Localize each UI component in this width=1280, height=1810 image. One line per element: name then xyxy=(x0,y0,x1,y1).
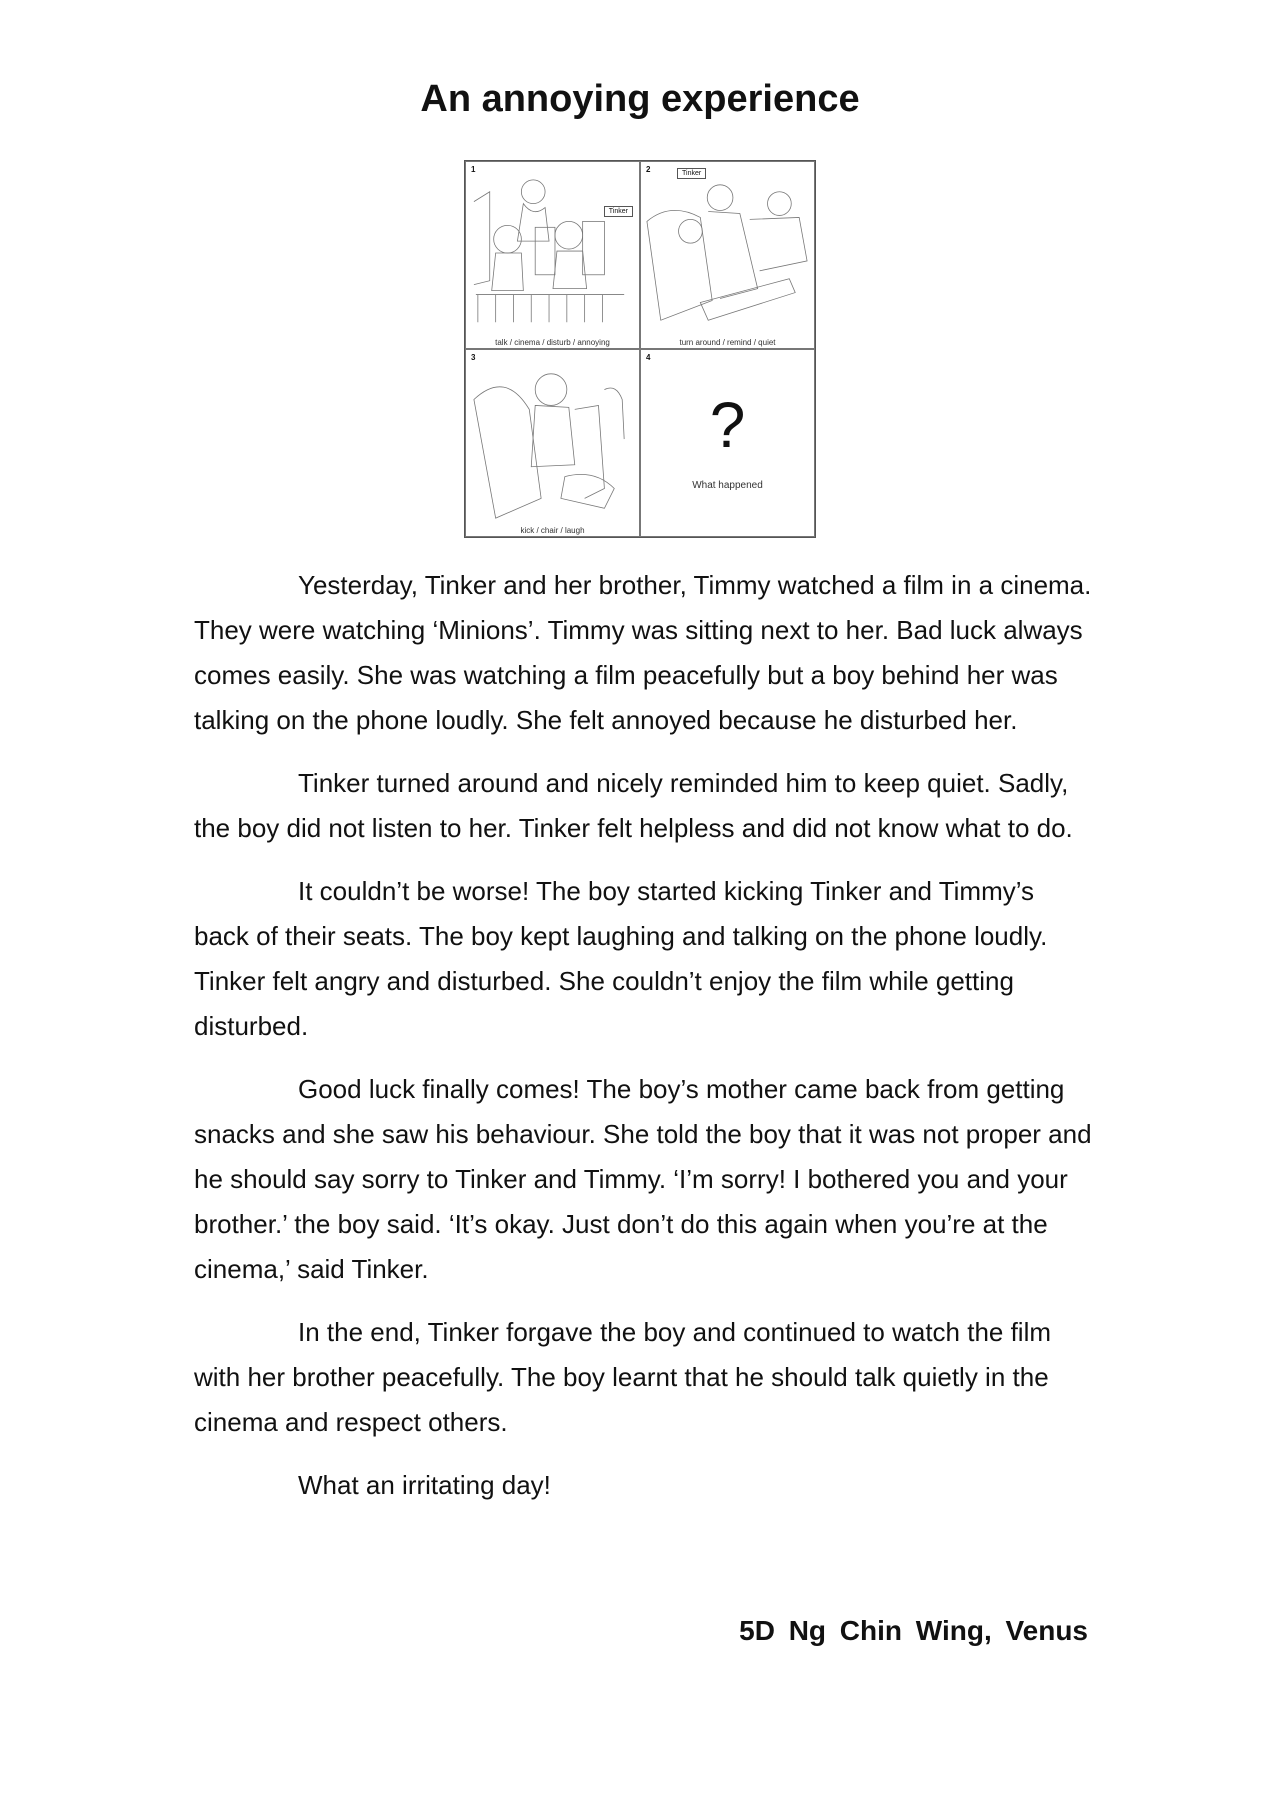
panel-number: 4 xyxy=(646,353,651,362)
panel-caption: turn around / remind / quiet xyxy=(679,338,776,347)
panel-number: 1 xyxy=(471,165,476,174)
comic-panel-4 xyxy=(640,349,815,537)
comic-panel-3 xyxy=(465,349,640,537)
kick-chair-illustration xyxy=(466,350,639,536)
panel-caption: talk / cinema / disturb / annoying xyxy=(495,338,610,347)
question-mark: ? xyxy=(709,389,746,461)
page-title: An annoying experience xyxy=(420,78,860,120)
comic-panel-2 xyxy=(640,161,815,349)
story-paragraph-6: What an irritating day! xyxy=(298,1470,551,1500)
story-paragraph-3: It couldn’t be worse! The boy started kicking Tinker and Timmy’s back of their seats. The boy kept laughing and talking on the phone loudly. Tinker felt angry and disturbed. She couldn’t enjoy the film while getting disturbed. xyxy=(194,876,1048,1041)
turn-around-illustration xyxy=(641,162,814,348)
comic-strip xyxy=(464,160,816,538)
story-paragraph-4: Good luck finally comes! The boy’s mother came back from getting snacks and she saw his behaviour. She told the boy that it was not proper and he should say sorry to Tinker and Timmy. ‘I’m sorry! I bothered you and your brother.’ the boy said. ‘It’s okay. Just don’t do this again when you’re at the cinema,’ said Tinker. xyxy=(194,1074,1092,1284)
panel-caption: kick / chair / laugh xyxy=(520,526,585,535)
story-paragraph-2: Tinker turned around and nicely reminded him to keep quiet. Sadly, the boy did not listen to her. Tinker felt helpless and did not know what to do. xyxy=(194,768,1073,843)
name-tag: Tinker xyxy=(604,206,633,217)
story-body xyxy=(194,563,1094,1526)
name-tag: Tinker xyxy=(677,168,706,179)
panel-number: 3 xyxy=(471,353,476,362)
comic-panel-1 xyxy=(465,161,640,349)
story-paragraph-1: Yesterday, Tinker and her brother, Timmy watched a film in a cinema. They were watching ‘Minions’. Timmy was sitting next to her. Bad luck always comes easily. She was watching a film peacefully but a boy behind her was talking on the phone loudly. She felt annoyed because he disturbed her. xyxy=(194,570,1092,735)
panel-number: 2 xyxy=(646,165,651,174)
story-paragraph-5: In the end, Tinker forgave the boy and continued to watch the film with her brother peacefully. The boy learnt that he should talk quietly in the cinema and respect others. xyxy=(194,1317,1052,1437)
cinema-scene-illustration xyxy=(466,162,639,348)
panel-caption: What happened xyxy=(692,480,763,491)
author-signature: 5D Ng Chin Wing, Venus xyxy=(739,1615,1088,1646)
